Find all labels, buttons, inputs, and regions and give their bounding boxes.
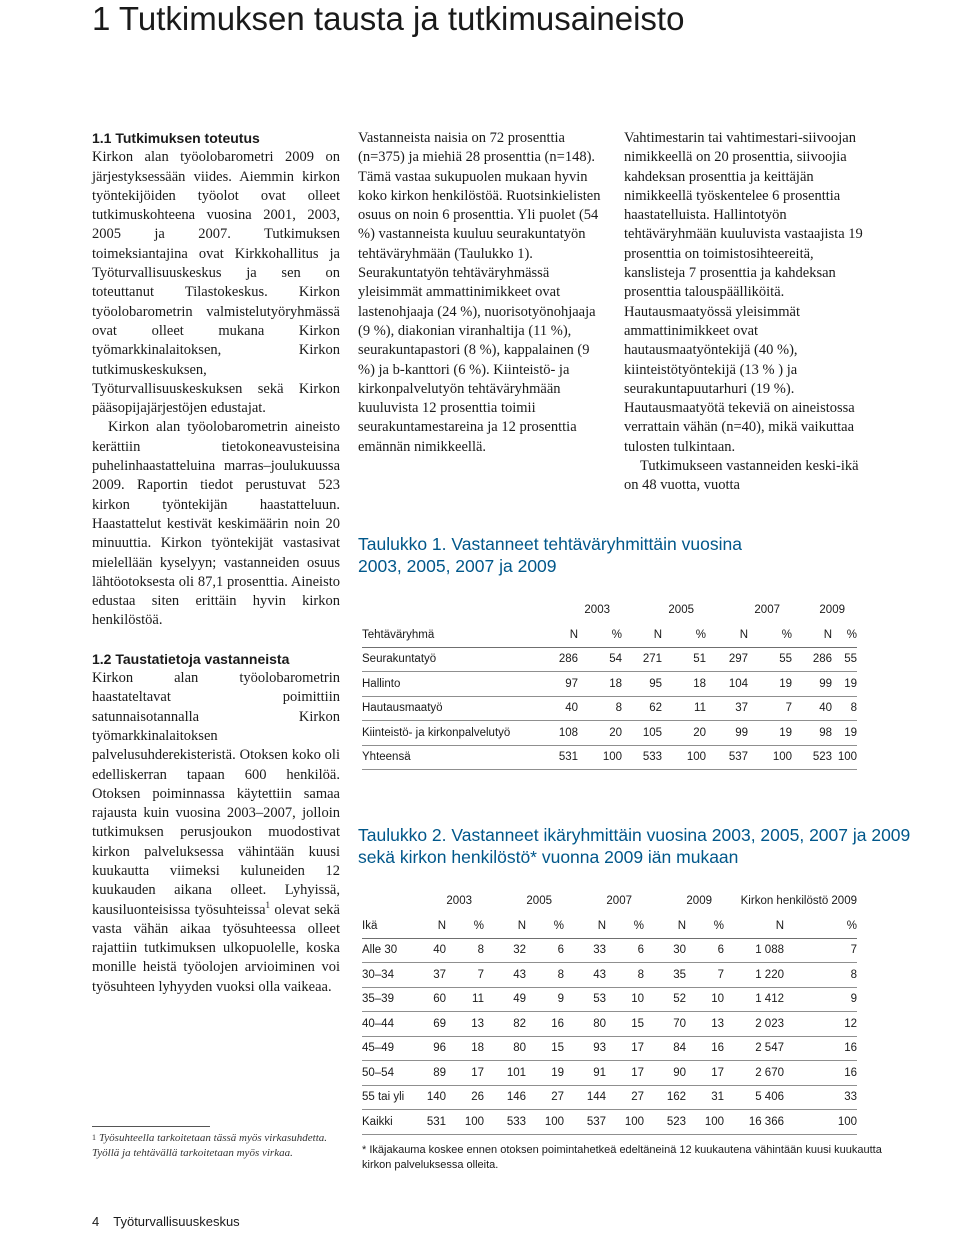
table-cell: 101 bbox=[484, 1061, 526, 1086]
table-row-label: Yhteensä bbox=[362, 745, 540, 770]
table-cell: 60 bbox=[420, 987, 446, 1012]
table-cell: 100 bbox=[606, 1110, 644, 1135]
table-cell: 100 bbox=[446, 1110, 484, 1135]
table-cell: 271 bbox=[622, 647, 662, 672]
table-cell: 84 bbox=[644, 1036, 686, 1061]
table-cell: 40 bbox=[540, 696, 578, 721]
table-column-header: % bbox=[446, 914, 484, 939]
table-cell: 17 bbox=[606, 1061, 644, 1086]
table-cell: 19 bbox=[748, 721, 792, 746]
table-cell: 31 bbox=[686, 1085, 724, 1110]
table-cell: 93 bbox=[564, 1036, 606, 1061]
table-cell: 62 bbox=[622, 696, 662, 721]
footnote-divider bbox=[92, 1126, 210, 1127]
table-cell: 98 bbox=[792, 721, 832, 746]
table-year-header: 2007 bbox=[606, 895, 632, 908]
table-cell: 531 bbox=[420, 1110, 446, 1135]
table-cell: 16 bbox=[784, 1036, 857, 1061]
chapter-title: 1 Tutkimuksen tausta ja tutkimusaineisto bbox=[92, 0, 685, 37]
table-cell: 100 bbox=[686, 1110, 724, 1135]
section-2-paragraph: Kirkon alan työolobarometrin haastateltavat poimittiin satunnaisotannalla Kirkon työmarkkinalaitoksen palvelusuhderekisteristä. Otoksen koko oli edelliskerran tapaan 600 henkilöä. Otoksen poiminnassa käytettiin samaa rajausta kuin vuosina 2003–2007, jolloin tutkimuksen perusjoukon muodostivat kirkon palveluksessa vähintään kuusi kuukautta viimeksi kuluneiden 12 kuukauden aikana olleet. Lyhyissä, kausiluonteisissa työsuhteissa$^1$ olevat sekä vasta vähän aikaa työsuhteessa olleet rajattiin tutkimuksen ulkopuolelle, koska monille heistä työolojen arvioiminen voi työsuhteen lyhyyden vuoksi olla vaikeaa. bbox=[92, 670, 340, 995]
table-cell: 19 bbox=[832, 672, 857, 697]
table-cell: 43 bbox=[564, 963, 606, 988]
table-column-header: % bbox=[686, 914, 724, 939]
section-1-paragraph-1: Kirkon alan työolobarometri 2009 on järjestyksessään viides. Aiemmin kirkon työntekijöiden työolot ovat olleet tutkimuskohteena vuosina 2001, 2003, 2005 ja 2007. Tutkimuksen toimeksiantajina ovat Kirkkohallitus ja Työturvallisuuskeskus ja sen on toteuttanut Tilastokeskus. Kirkon työolobarometrin valmistelutyöryhmässä ovat olleet mukana Kirkon työmarkkinalaitoksen, Kirkon tutkimuskeskuksen, Työturvallisuuskeskuksen sekä Kirkon pääsopijajärjestöjen edustajat. bbox=[92, 149, 340, 417]
table-year-header: 2003 bbox=[584, 604, 610, 617]
footnote-mark: 1 bbox=[92, 1133, 96, 1142]
table-cell: 2 023 bbox=[724, 1012, 784, 1037]
table-row bbox=[362, 696, 857, 721]
table-cell: 49 bbox=[484, 987, 526, 1012]
table-cell: 6 bbox=[686, 938, 724, 963]
table-year-row bbox=[362, 598, 857, 623]
table-1-caption: Taulukko 1. Vastanneet tehtäväryhmittäin vuosina 2003, 2005, 2007 ja 2009 bbox=[358, 534, 742, 576]
table-cell: 162 bbox=[644, 1085, 686, 1110]
table-cell: 533 bbox=[484, 1110, 526, 1135]
table-row-label: 30–34 bbox=[362, 963, 420, 988]
page-footer bbox=[92, 1214, 240, 1229]
table-cell: 15 bbox=[526, 1036, 564, 1061]
table-cell: 144 bbox=[564, 1085, 606, 1110]
table-cell: 2 547 bbox=[724, 1036, 784, 1061]
table-cell: 97 bbox=[540, 672, 578, 697]
section-1-paragraph-2: Kirkon alan työolobarometrin aineisto kerättiin tietokoneavusteisina puhelinhaastatteluina marras–joulukuussa 2009. Raportin tiedot perustuvat 523 kirkon työntekijän haastatteluun. Haastattelut kestivät keskimäärin noin 20 minuuttia. Kirkon työntekijät vastasivat mielellään kyselyyn; vastanneiden osuus lähtöotoksesta oli 87,1 prosenttia. Aineisto edustaa siten erittäin hyvin kirkon henkilöstöä. bbox=[92, 419, 340, 629]
table-year-header: 2009 bbox=[819, 604, 845, 617]
table-cell: 8 bbox=[784, 963, 857, 988]
table-row-label: Hautausmaatyö bbox=[362, 696, 540, 721]
table-column-header: N bbox=[706, 623, 748, 648]
table-cell: 17 bbox=[446, 1061, 484, 1086]
table-cell: 9 bbox=[784, 987, 857, 1012]
table-row-label: Kaikki bbox=[362, 1110, 420, 1135]
table-row-label: Kiinteistö- ja kirkonpalvelutyö bbox=[362, 721, 540, 746]
table-year-header: 2005 bbox=[668, 604, 694, 617]
table-cell: 37 bbox=[706, 696, 748, 721]
column-1 bbox=[92, 129, 340, 997]
table-column-header: % bbox=[526, 914, 564, 939]
table-cell: 20 bbox=[578, 721, 622, 746]
table-cell: 10 bbox=[686, 987, 724, 1012]
table-cell: 1 412 bbox=[724, 987, 784, 1012]
table-row bbox=[362, 1085, 857, 1110]
table-column-header: N bbox=[622, 623, 662, 648]
table-cell: 90 bbox=[644, 1061, 686, 1086]
table-cell: 80 bbox=[484, 1036, 526, 1061]
table-cell: 12 bbox=[784, 1012, 857, 1037]
table-row bbox=[362, 745, 857, 770]
footnote-text: Työsuhteella tarkoitetaan tässä myös virkasuhdetta. Työllä ja tehtävällä tarkoitetaan myös virkaa. bbox=[92, 1132, 328, 1159]
table-cell: 2 670 bbox=[724, 1061, 784, 1086]
table-year-header: 2003 bbox=[446, 895, 472, 908]
table-cell: 8 bbox=[832, 696, 857, 721]
table-column-header: N bbox=[564, 914, 606, 939]
table-cell: 1 088 bbox=[724, 938, 784, 963]
column-2 bbox=[358, 129, 610, 457]
table-cell: 53 bbox=[564, 987, 606, 1012]
table-cell: 89 bbox=[420, 1061, 446, 1086]
table-cell: 286 bbox=[540, 647, 578, 672]
table-cell: 11 bbox=[446, 987, 484, 1012]
table-cell: 523 bbox=[644, 1110, 686, 1135]
table-cell: 19 bbox=[526, 1061, 564, 1086]
table-row-label: 40–44 bbox=[362, 1012, 420, 1037]
table-cell: 13 bbox=[446, 1012, 484, 1037]
table-header-row bbox=[362, 623, 857, 648]
table-cell: 80 bbox=[564, 1012, 606, 1037]
table-cell: 6 bbox=[606, 938, 644, 963]
table-cell: 100 bbox=[748, 745, 792, 770]
table-column-header: N bbox=[644, 914, 686, 939]
table-row-label: 50–54 bbox=[362, 1061, 420, 1086]
page-number: 4 bbox=[92, 1214, 100, 1229]
table-cell: 19 bbox=[832, 721, 857, 746]
table-cell: 37 bbox=[420, 963, 446, 988]
table-year-header: 2005 bbox=[526, 895, 552, 908]
table-cell: 18 bbox=[446, 1036, 484, 1061]
table-column-header: % bbox=[832, 623, 857, 648]
table-column-header: % bbox=[662, 623, 706, 648]
table-cell: 33 bbox=[564, 938, 606, 963]
table-cell: 33 bbox=[784, 1085, 857, 1110]
table-row-label: Seurakuntatyö bbox=[362, 647, 540, 672]
table-cell: 13 bbox=[686, 1012, 724, 1037]
table-year-header: 2007 bbox=[754, 604, 780, 617]
table-row bbox=[362, 1036, 857, 1061]
table-cell: 146 bbox=[484, 1085, 526, 1110]
table-column-header: % bbox=[784, 914, 857, 939]
table-row bbox=[362, 647, 857, 672]
table-cell: 7 bbox=[784, 938, 857, 963]
table-column-header: % bbox=[578, 623, 622, 648]
table-cell: 8 bbox=[526, 963, 564, 988]
table-cell: 100 bbox=[832, 745, 857, 770]
table-cell: 26 bbox=[446, 1085, 484, 1110]
table-cell: 54 bbox=[578, 647, 622, 672]
table-cell: 43 bbox=[484, 963, 526, 988]
table-row bbox=[362, 1110, 857, 1135]
table-column-header: N bbox=[420, 914, 446, 939]
table-cell: 82 bbox=[484, 1012, 526, 1037]
table-cell: 35 bbox=[644, 963, 686, 988]
table-cell: 7 bbox=[446, 963, 484, 988]
column-2-paragraph: Vastanneista naisia on 72 prosenttia (n=375) ja miehiä 28 prosenttia (n=148). Tämä vastaa sukupuolen mukaan hyvin koko kirkon henkilöstöä. Ruotsinkielisten osuus on noin 6 prosenttia. Yli puolet (54 %) vastanneista kuuluu seurakuntatyön tehtäväryhmään (Taulukko 1). Seurakuntatyön tehtäväryhmässä yleisimmät ammattinimikkeet ovat lastenohjaaja (24 %), nuorisotyönohjaaja (9 %), diakonian viranhaltija (11 %), seurakuntapastori (8 %), kappalainen (9 %) ja b-kanttori (6 %). Kiinteistö- ja kirkonpalvelutyön tehtäväryhmään kuuluvista 12 prosenttia toimii seurakuntamestareina ja 12 prosenttia emännän nimikkeellä. bbox=[358, 130, 601, 455]
table-cell: 7 bbox=[686, 963, 724, 988]
footnote-reference: 1 bbox=[265, 899, 271, 910]
table-cell: 105 bbox=[622, 721, 662, 746]
table-cell: 531 bbox=[540, 745, 578, 770]
table-row bbox=[362, 1012, 857, 1037]
table-column-header: N bbox=[540, 623, 578, 648]
column-3-paragraph-1: Vahtimestarin tai vahtimestari-siivoojan nimikkeellä on 20 prosenttia, siivoojia kahdeksan prosenttia ja keittäjän nimikkeellä työskentelee 6 prosenttia haastatelluista. Hallintotyön tehtäväryhmään kuuluvista vastaajista 19 prosenttia on toimistosihteereitä, kanslisteja 7 prosenttia ja kahdeksan prosenttia talouspäälliköitä. Hautausmaatyössä yleisimmät ammattinimikkeet ovat hautausmaatyöntekijä (40 %), kiinteistötyöntekijä (13 % ) ja seurakuntapuutarhuri (19 %). Hautausmaatyötä tekeviä on aineistossa verrattain vähän (n=40), mikä vaikuttaa tulosten tulkintaan. bbox=[624, 130, 863, 455]
table-cell: 297 bbox=[706, 647, 748, 672]
table-cell: 10 bbox=[606, 987, 644, 1012]
table-cell: 51 bbox=[662, 647, 706, 672]
table-cell: 11 bbox=[662, 696, 706, 721]
table-cell: 27 bbox=[526, 1085, 564, 1110]
table-row-label: Hallinto bbox=[362, 672, 540, 697]
section-1-heading: 1.1 Tutkimuksen toteutus bbox=[92, 130, 260, 146]
table-cell: 100 bbox=[784, 1110, 857, 1135]
table-cell: 533 bbox=[622, 745, 662, 770]
table-row bbox=[362, 1061, 857, 1086]
table-cell: 52 bbox=[644, 987, 686, 1012]
table-cell: 95 bbox=[622, 672, 662, 697]
table-cell: 40 bbox=[792, 696, 832, 721]
table-row-header: Tehtäväryhmä bbox=[362, 623, 540, 648]
table-row bbox=[362, 938, 857, 963]
table-year-header: Kirkon henkilöstö 2009 bbox=[740, 895, 857, 908]
table-cell: 55 bbox=[832, 647, 857, 672]
table-cell: 286 bbox=[792, 647, 832, 672]
footer-publisher: Työturvallisuuskeskus bbox=[113, 1214, 240, 1229]
table-cell: 17 bbox=[606, 1036, 644, 1061]
table-cell: 20 bbox=[662, 721, 706, 746]
table-year-row bbox=[362, 889, 857, 914]
table-cell: 32 bbox=[484, 938, 526, 963]
table-row bbox=[362, 987, 857, 1012]
table-cell: 108 bbox=[540, 721, 578, 746]
table-cell: 16 bbox=[526, 1012, 564, 1037]
table-year-spacer bbox=[362, 598, 540, 623]
table-column-header: % bbox=[748, 623, 792, 648]
column-3 bbox=[624, 129, 874, 496]
table-cell: 96 bbox=[420, 1036, 446, 1061]
table-cell: 55 bbox=[748, 647, 792, 672]
table-column-header: N bbox=[724, 914, 784, 939]
table-cell: 30 bbox=[644, 938, 686, 963]
table-cell: 100 bbox=[526, 1110, 564, 1135]
table-1 bbox=[362, 598, 857, 770]
table-cell: 18 bbox=[578, 672, 622, 697]
table-column-header: N bbox=[484, 914, 526, 939]
table-cell: 9 bbox=[526, 987, 564, 1012]
table-cell: 40 bbox=[420, 938, 446, 963]
table-row-label: 35–39 bbox=[362, 987, 420, 1012]
table-cell: 5 406 bbox=[724, 1085, 784, 1110]
table-cell: 27 bbox=[606, 1085, 644, 1110]
table-row-label: 55 tai yli bbox=[362, 1085, 420, 1110]
table-row bbox=[362, 963, 857, 988]
table-cell: 140 bbox=[420, 1085, 446, 1110]
table-row-label: Alle 30 bbox=[362, 938, 420, 963]
section-2-heading: 1.2 Taustatietoja vastanneista bbox=[92, 650, 290, 667]
table-column-header: % bbox=[606, 914, 644, 939]
table-cell: 523 bbox=[792, 745, 832, 770]
table-cell: 8 bbox=[578, 696, 622, 721]
table-2 bbox=[362, 889, 857, 1135]
table-cell: 17 bbox=[686, 1061, 724, 1086]
table-2-caption: Taulukko 2. Vastanneet ikäryhmittäin vuosina 2003, 2005, 2007 ja 2009 sekä kirkon henkilöstö* vuonna 2009 iän mukaan bbox=[358, 825, 911, 867]
table-cell: 91 bbox=[564, 1061, 606, 1086]
table-row bbox=[362, 672, 857, 697]
table-row-header: Ikä bbox=[362, 914, 420, 939]
table-cell: 99 bbox=[792, 672, 832, 697]
table-row-label: 45–49 bbox=[362, 1036, 420, 1061]
table-2-note: * Ikäjakauma koskee ennen otoksen poimintahetkeä edeltäneinä 12 kuukautena vähintään kuusi kuukautta kirkon palveluksessa olleita. bbox=[362, 1144, 882, 1171]
table-cell: 16 bbox=[686, 1036, 724, 1061]
table-cell: 15 bbox=[606, 1012, 644, 1037]
table-header-row bbox=[362, 914, 857, 939]
table-cell: 69 bbox=[420, 1012, 446, 1037]
table-cell: 8 bbox=[446, 938, 484, 963]
table-column-header: N bbox=[792, 623, 832, 648]
table-cell: 100 bbox=[578, 745, 622, 770]
table-cell: 6 bbox=[526, 938, 564, 963]
table-cell: 18 bbox=[662, 672, 706, 697]
table-cell: 70 bbox=[644, 1012, 686, 1037]
table-cell: 7 bbox=[748, 696, 792, 721]
footnote bbox=[92, 1131, 340, 1160]
table-cell: 104 bbox=[706, 672, 748, 697]
table-cell: 1 220 bbox=[724, 963, 784, 988]
table-row bbox=[362, 721, 857, 746]
table-cell: 99 bbox=[706, 721, 748, 746]
table-cell: 100 bbox=[662, 745, 706, 770]
column-3-paragraph-2: Tutkimukseen vastanneiden keski-ikä on 48 vuotta, vuotta bbox=[624, 458, 859, 494]
table-year-header: 2009 bbox=[686, 895, 712, 908]
table-cell: 537 bbox=[706, 745, 748, 770]
table-cell: 16 bbox=[784, 1061, 857, 1086]
table-cell: 537 bbox=[564, 1110, 606, 1135]
table-cell: 8 bbox=[606, 963, 644, 988]
table-cell: 16 366 bbox=[724, 1110, 784, 1135]
table-year-spacer bbox=[362, 889, 420, 914]
table-cell: 19 bbox=[748, 672, 792, 697]
